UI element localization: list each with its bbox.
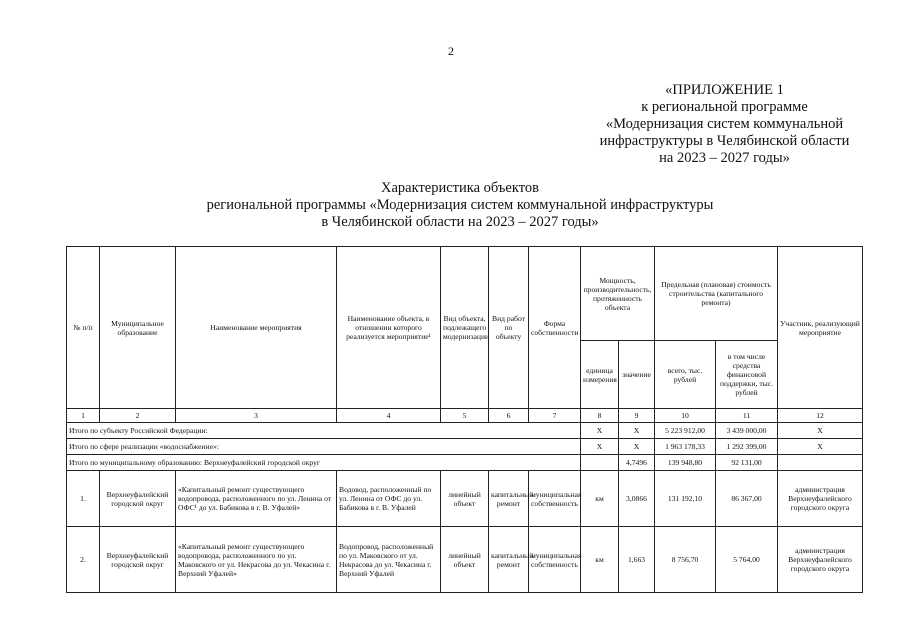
total-label: Итого по сфере реализации «водоснабжение»: [67, 439, 581, 455]
total-unit [581, 455, 619, 471]
appendix-line: к региональной программе [641, 99, 808, 115]
appendix-line: на 2023 – 2027 годы» [659, 150, 790, 166]
row-value: 3,0866 [619, 471, 655, 527]
total-row-municipality [67, 455, 863, 471]
appendix-line: «ПРИЛОЖЕНИЕ 1 [665, 82, 784, 98]
column-number-row [67, 409, 863, 423]
header-municipality: Муниципальное образование [100, 247, 176, 409]
total-cost: 139 948,80 [655, 455, 716, 471]
row-cost-total: 131 192,10 [655, 471, 716, 527]
appendix-line: инфраструктуры в Челябинской области [599, 133, 850, 149]
objects-table [66, 246, 863, 593]
row-unit: км [581, 471, 619, 527]
row-cost-total: 8 756,70 [655, 527, 716, 593]
total-participant: X [778, 439, 863, 455]
row-municipality: Верхнеуфалейский городской округ [100, 471, 176, 527]
table-row [67, 527, 863, 593]
total-value: X [619, 439, 655, 455]
total-unit: X [581, 439, 619, 455]
header-unit: единица измерения [581, 341, 619, 409]
header-capacity: Мощность, производительность, протяженность объекта [581, 247, 655, 341]
row-participant: администрация Верхнеуфалейского городского округа [778, 527, 863, 593]
column-number: 2 [100, 409, 176, 423]
row-work-type: капитальный ремонт [489, 527, 529, 593]
column-number: 7 [529, 409, 581, 423]
row-work-type: капитальный ремонт [489, 471, 529, 527]
appendix-header [582, 82, 867, 167]
column-number: 4 [337, 409, 441, 423]
header-object-type: Вид объекта, подлежащего модернизации [441, 247, 489, 409]
column-number: 11 [716, 409, 778, 423]
total-cost: 5 223 912,00 [655, 423, 716, 439]
total-participant [778, 455, 863, 471]
row-object: Водопровод, расположенный по ул. Маковского от ул. Некрасова до ул. Чекасина г. Верхний Уфалей [337, 527, 441, 593]
total-label: Итого по муниципальному образованию: Верхнеуфалейский городской округ [67, 455, 581, 471]
total-row-region [67, 423, 863, 439]
row-num: 1. [67, 471, 100, 527]
column-number: 8 [581, 409, 619, 423]
appendix-line: «Модернизация систем коммунальной [605, 116, 844, 132]
header-value: значение [619, 341, 655, 409]
table-row [67, 471, 863, 527]
title-line: в Челябинской области на 2023 – 2027 годы» [321, 214, 599, 230]
header-row [67, 247, 863, 341]
row-measure: «Капитальный ремонт существующего водопровода, расположенного по ул. Маковского от ул. Некрасова до ул. Чекасина г. Верхний Уфалей» [176, 527, 337, 593]
row-measure: «Капитальный ремонт существующего водопровода, расположенного по ул. Ленина от ОФС¹ до ул. Бабикова в г. В. Уфалей» [176, 471, 337, 527]
header-num: № п/п [67, 247, 100, 409]
column-number: 9 [619, 409, 655, 423]
row-value: 1,663 [619, 527, 655, 593]
total-value: X [619, 423, 655, 439]
row-municipality: Верхнеуфалейский городской округ [100, 527, 176, 593]
total-support: 3 439 000,00 [716, 423, 778, 439]
row-cost-support: 5 764,00 [716, 527, 778, 593]
total-support: 1 292 399,00 [716, 439, 778, 455]
total-value: 4,7496 [619, 455, 655, 471]
total-unit: X [581, 423, 619, 439]
total-row-sphere [67, 439, 863, 455]
row-unit: км [581, 527, 619, 593]
header-participant: Участник, реализующий мероприятие [778, 247, 863, 409]
total-support: 92 131,00 [716, 455, 778, 471]
header-cost: Предельная (плановая) стоимость строительства (капитального ремонта) [655, 247, 778, 341]
column-number: 6 [489, 409, 529, 423]
column-number: 5 [441, 409, 489, 423]
row-num: 2. [67, 527, 100, 593]
header-work-type: Вид работ по объекту [489, 247, 529, 409]
header-measure: Наименование мероприятия [176, 247, 337, 409]
title-line: Характеристика объектов [381, 180, 539, 196]
column-number: 3 [176, 409, 337, 423]
total-participant: X [778, 423, 863, 439]
row-cost-support: 86 367,00 [716, 471, 778, 527]
row-ownership: муниципальная собственность [529, 471, 581, 527]
title-line: региональной программы «Модернизация систем коммунальной инфраструктуры [206, 197, 714, 213]
header-cost-support: в том числе средства финансовой поддержки, тыс. рублей [716, 341, 778, 409]
header-ownership: Форма собственности [529, 247, 581, 409]
row-object-type: линейный объект [441, 471, 489, 527]
header-cost-total: всего, тыс. рублей [655, 341, 716, 409]
header-object: Наименование объекта, в отношении которого реализуется мероприятие¹ [337, 247, 441, 409]
page-number: 2 [448, 44, 454, 58]
total-label: Итого по субъекту Российской Федерации: [67, 423, 581, 439]
row-object-type: линейный объект [441, 527, 489, 593]
column-number: 10 [655, 409, 716, 423]
row-ownership: муниципальная собственность [529, 527, 581, 593]
row-object: Водовод, расположенный по ул. Ленина от ОФС до ул. Бабикова в г. В. Уфалей [337, 471, 441, 527]
column-number: 1 [67, 409, 100, 423]
total-cost: 1 963 178,33 [655, 439, 716, 455]
document-title [150, 180, 770, 231]
column-number: 12 [778, 409, 863, 423]
row-participant: администрация Верхнеуфалейского городского округа [778, 471, 863, 527]
